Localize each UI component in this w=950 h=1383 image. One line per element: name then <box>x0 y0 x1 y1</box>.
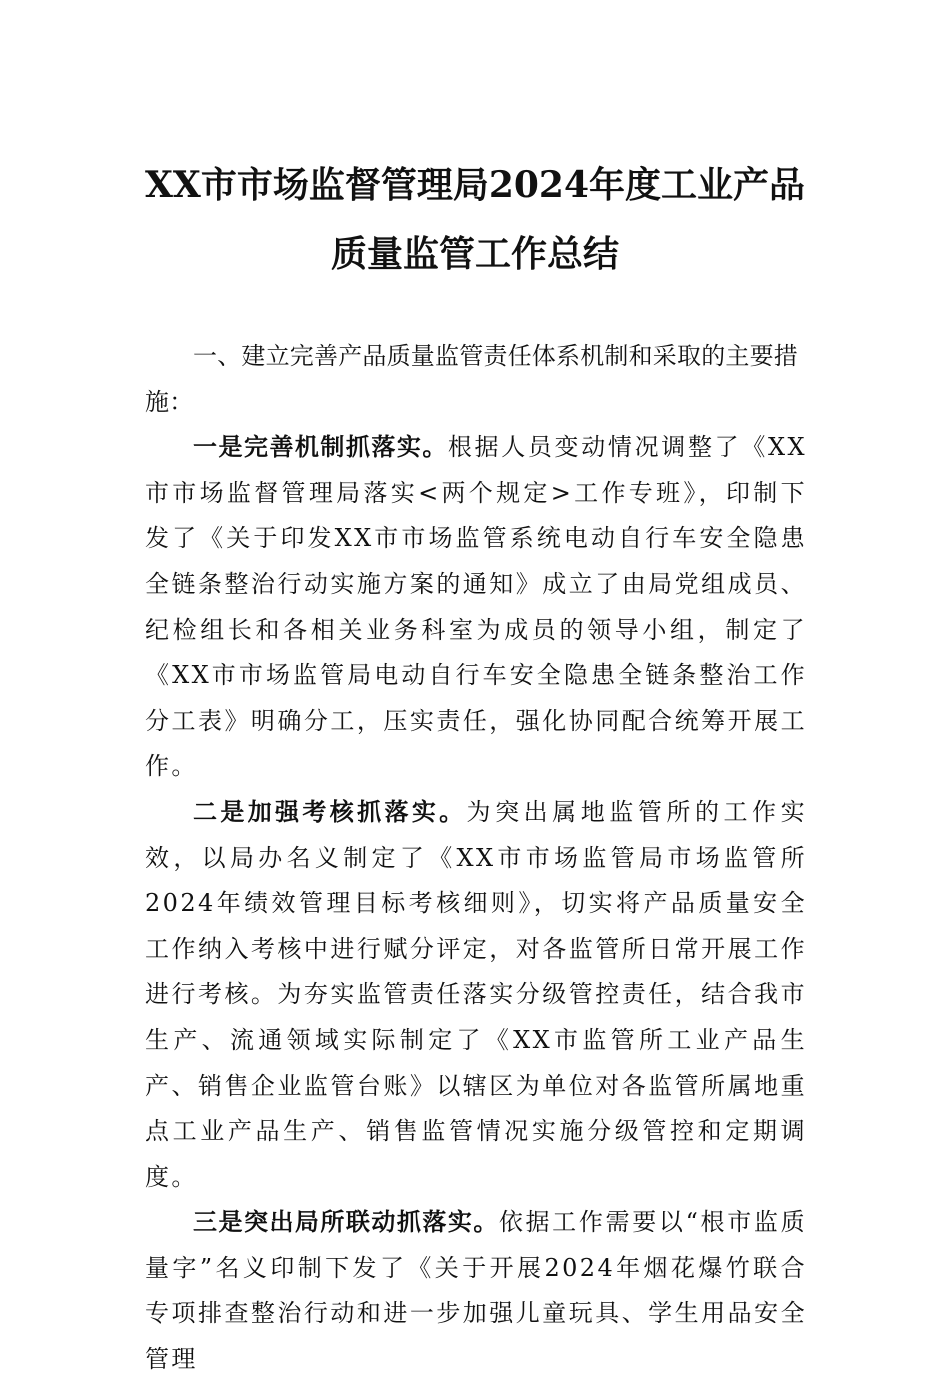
document-title-line-1: XX市市场监督管理局2024年度工业产品 <box>144 164 806 206</box>
document-body <box>145 334 807 1383</box>
paragraph-1-lead: 一是完善机制抓落实。 <box>193 433 448 462</box>
paragraph-3-lead: 三是突出局所联动抓落实。 <box>193 1208 499 1237</box>
section-heading: 一、建立完善产品质量监管责任体系机制和采取的主要措施： <box>145 342 798 416</box>
document-title-line-2: 质量监管工作总结 <box>330 233 619 275</box>
paragraph-1 <box>145 425 807 790</box>
paragraph-2 <box>145 790 807 1200</box>
paragraph-2-lead: 二是加强考核抓落实。 <box>193 797 467 826</box>
paragraph-3 <box>145 1200 807 1382</box>
paragraph-1-text: 根据人员变动情况调整了《XX市市场监督管理局落实<两个规定>工作专班》，印制下发了《关于印发XX市市场监管系统电动自行车安全隐患全链条整治行动实施方案的通知》成立了由局党组成员、纪检组长和各相关业务科室为成员的领导小组，制定了《XX市市场监管局电动自行车安全隐患全链条整治工作分工表》明确分工，压实责任，强化协同配合统筹开展工作。 <box>145 433 807 781</box>
paragraph-2-text: 为突出属地监管所的工作实效，以局办名义制定了《XX市市场监管局市场监管所2024年绩效管理目标考核细则》，切实将产品质量安全工作纳入考核中进行赋分评定，对各监管所日常开展工作进行考核。为夯实监管责任落实分级管控责任，结合我市生产、流通领域实际制定了《XX市监管所工业产品生产、销售企业监管台账》以辖区为单位对各监管所属地重点工业产品生产、销售监管情况实施分级管控和定期调度。 <box>145 797 807 1191</box>
paragraph-3-text: 依据工作需要以“根市监质量字”名义印制下发了《关于开展2024年烟花爆竹联合专项排查整治行动和进一步加强儿童玩具、学生用品安全管理 <box>145 1208 807 1374</box>
